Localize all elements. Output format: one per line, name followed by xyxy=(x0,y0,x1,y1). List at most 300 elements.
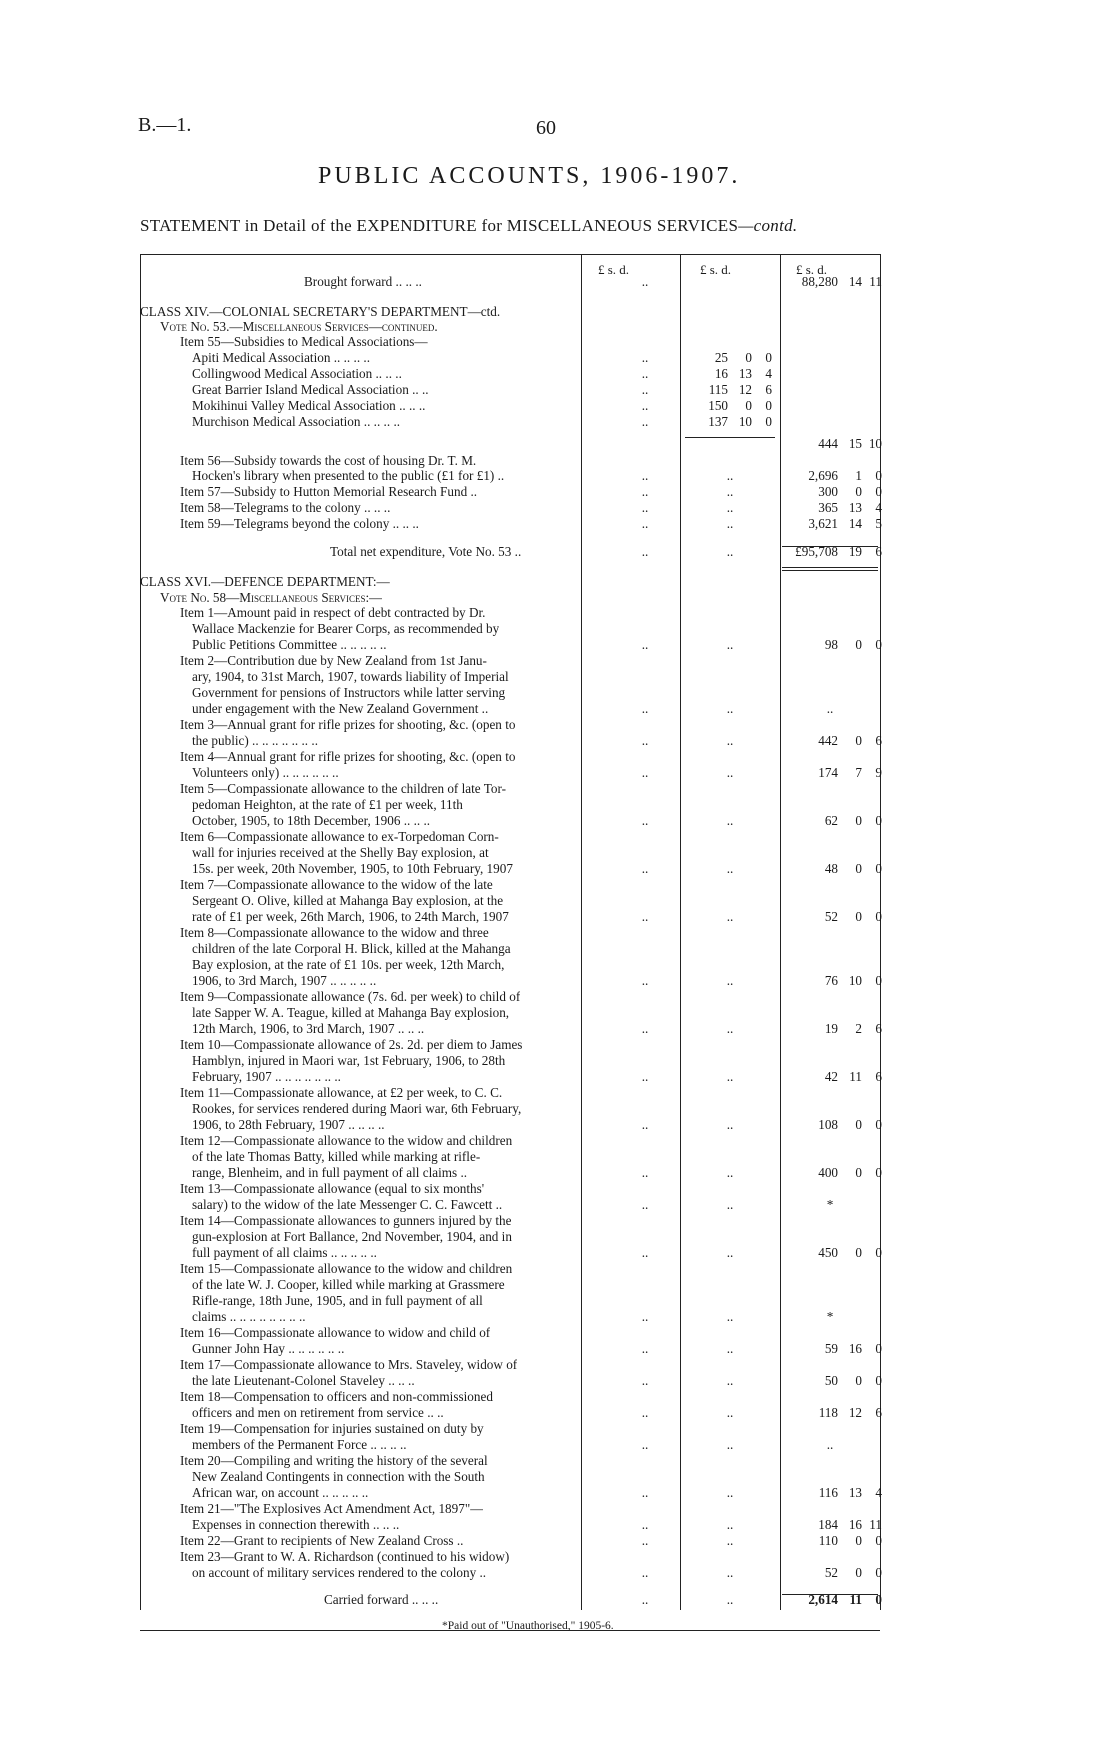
amount-col2: .. xyxy=(726,1245,734,1260)
amount-col1: .. xyxy=(641,398,649,413)
pence: 0 xyxy=(875,909,882,924)
document-reference: B.—1. xyxy=(138,114,192,136)
table-row xyxy=(140,861,980,877)
amount-col1: .. xyxy=(641,544,649,559)
table-row xyxy=(140,621,980,637)
shillings: 0 xyxy=(855,1245,862,1260)
shillings: 12 xyxy=(738,382,752,397)
table-row xyxy=(140,797,980,813)
row-description: Rookes, for services rendered during Maori war, 6th February, xyxy=(192,1101,522,1116)
statement-prefix: STATEMENT in Detail of the EXPENDITURE for MISCELLANEOUS SERVICES xyxy=(140,216,739,235)
row-description: gun-explosion at Fort Ballance, 2nd November, 1904, and in xyxy=(192,1229,512,1244)
amount-col1: .. xyxy=(641,909,649,924)
row-description: Item 14—Compassionate allowances to gunners injured by the xyxy=(180,1213,512,1228)
statement-suffix: —contd. xyxy=(738,216,798,235)
table-row xyxy=(140,1592,980,1608)
amount-col1: .. xyxy=(641,1117,649,1132)
total-rule-bottom-2 xyxy=(782,570,878,571)
amount-col1: .. xyxy=(641,765,649,780)
row-description: 12th March, 1906, to 3rd March, 1907 .. .. .. xyxy=(192,1021,425,1036)
row-description: Item 9—Compassionate allowance (7s. 6d. per week) to child of xyxy=(180,989,521,1004)
table-row xyxy=(140,781,980,797)
amount-col1: .. xyxy=(641,1069,649,1084)
amount-col2: .. xyxy=(726,1309,734,1324)
table-row xyxy=(140,468,980,484)
row-description: Item 13—Compassionate allowance (equal to six months' xyxy=(180,1181,485,1196)
row-description: CLASS XVI.—DEFENCE DEPARTMENT:— xyxy=(140,574,390,589)
pence: 0 xyxy=(875,1533,882,1548)
amount-col1: .. xyxy=(641,484,649,499)
table-row xyxy=(140,436,980,452)
pounds: 442 xyxy=(818,733,838,748)
pounds: 115 xyxy=(708,382,728,397)
pounds: 400 xyxy=(818,1165,838,1180)
table-row xyxy=(140,516,980,532)
row-description: Item 2—Contribution due by New Zealand from 1st Janu- xyxy=(180,653,487,668)
table-row xyxy=(140,925,980,941)
row-description: of the late Thomas Batty, killed while marking at rifle- xyxy=(192,1149,481,1164)
table-row xyxy=(140,544,980,560)
pounds: 137 xyxy=(708,414,728,429)
row-description: October, 1905, to 18th December, 1906 .. .. .. xyxy=(192,813,431,828)
shillings: 11 xyxy=(849,1592,862,1607)
shillings: 0 xyxy=(855,1117,862,1132)
table-row xyxy=(140,973,980,989)
shillings: 15 xyxy=(848,436,862,451)
table-row xyxy=(140,1517,980,1533)
row-description: 1906, to 3rd March, 1907 .. .. .. .. .. xyxy=(192,973,377,988)
row-description: officers and men on retirement from service .. .. xyxy=(192,1405,444,1420)
row-description: the public) .. .. .. .. .. .. .. xyxy=(192,733,318,748)
row-description: Item 59—Telegrams beyond the colony .. .. .. xyxy=(180,516,419,531)
table-row xyxy=(140,957,980,973)
amount-col1: .. xyxy=(641,1565,649,1580)
row-description: Item 10—Compassionate allowance of 2s. 2d. per diem to James xyxy=(180,1037,523,1052)
row-description: Total net expenditure, Vote No. 53 .. xyxy=(330,544,522,559)
amount-col2: .. xyxy=(726,544,734,559)
shillings: 0 xyxy=(745,350,752,365)
pence: 6 xyxy=(875,1021,882,1036)
amount-col2: .. xyxy=(726,813,734,828)
amount-col2: .. xyxy=(726,1021,734,1036)
amount-col2: .. xyxy=(726,765,734,780)
amount-col3: * xyxy=(826,1197,834,1212)
shillings: 0 xyxy=(855,1533,862,1548)
amount-col1: .. xyxy=(641,1165,649,1180)
pence: 0 xyxy=(875,1165,882,1180)
row-description: Rifle-range, 18th June, 1905, and in full payment of all xyxy=(192,1293,483,1308)
pence: 0 xyxy=(875,861,882,876)
shillings: 0 xyxy=(855,1165,862,1180)
pounds: 174 xyxy=(818,765,838,780)
pence: 6 xyxy=(875,1405,882,1420)
row-description: 15s. per week, 20th November, 1905, to 10th February, 1907 xyxy=(192,861,513,876)
pounds: 19 xyxy=(824,1021,838,1036)
pence: 4 xyxy=(875,500,882,515)
row-description: Hocken's library when presented to the public (£1 for £1) .. xyxy=(192,468,505,483)
amount-col2: .. xyxy=(726,1592,734,1607)
table-row xyxy=(140,590,980,606)
table-row xyxy=(140,1485,980,1501)
amount-col2: .. xyxy=(726,1117,734,1132)
row-description: Vote No. 53.—Miscellaneous Services—continued. xyxy=(160,319,438,334)
pounds: 444 xyxy=(818,436,838,451)
pounds: 16 xyxy=(714,366,728,381)
row-description: Brought forward .. .. .. xyxy=(304,274,422,289)
table-row xyxy=(140,1245,980,1261)
table-row xyxy=(140,1405,980,1421)
amount-col1: .. xyxy=(641,1309,649,1324)
pence: 6 xyxy=(875,544,882,559)
pence: 0 xyxy=(875,1565,882,1580)
table-row xyxy=(140,382,980,398)
table-row xyxy=(140,1117,980,1133)
row-description: Mokihinui Valley Medical Association .. .. .. xyxy=(192,398,426,413)
pence: 4 xyxy=(875,1485,882,1500)
row-description: Item 12—Compassionate allowance to the widow and children xyxy=(180,1133,513,1148)
col2-header: £ s. d. xyxy=(700,262,732,277)
col3-header: £ s. d. xyxy=(796,262,828,277)
pounds: 50 xyxy=(824,1373,838,1388)
table-row xyxy=(140,453,980,469)
amount-col1: .. xyxy=(641,1517,649,1532)
table-row xyxy=(140,605,980,621)
shillings: 12 xyxy=(848,1405,862,1420)
pence: 0 xyxy=(875,813,882,828)
row-description: Hamblyn, injured in Maori war, 1st February, 1906, to 28th xyxy=(192,1053,506,1068)
page-title: PUBLIC ACCOUNTS, 1906-1907. xyxy=(318,163,741,189)
amount-col1: .. xyxy=(641,637,649,652)
shillings: 13 xyxy=(848,500,862,515)
table-row xyxy=(140,500,980,516)
pounds: 52 xyxy=(824,909,838,924)
shillings: 14 xyxy=(848,516,862,531)
row-description: Item 20—Compiling and writing the history of the several xyxy=(180,1453,488,1468)
row-description: salary) to the widow of the late Messenger C. C. Fawcett .. xyxy=(192,1197,503,1212)
amount-col2: .. xyxy=(726,516,734,531)
amount-col1: .. xyxy=(641,1341,649,1356)
row-description: Expenses in connection therewith .. .. .. xyxy=(192,1517,400,1532)
table-row xyxy=(140,1197,980,1213)
table-row xyxy=(140,274,980,290)
row-description: Item 17—Compassionate allowance to Mrs. Staveley, widow of xyxy=(180,1357,518,1372)
pence: 0 xyxy=(875,484,882,499)
table-row xyxy=(140,749,980,765)
shillings: 13 xyxy=(848,1485,862,1500)
row-description: Item 16—Compassionate allowance to widow and child of xyxy=(180,1325,491,1340)
pounds: 116 xyxy=(818,1485,838,1500)
amount-col2: .. xyxy=(726,637,734,652)
amount-col1: .. xyxy=(641,414,649,429)
table-row xyxy=(140,765,980,781)
table-row xyxy=(140,414,980,430)
row-description: ary, 1904, to 31st March, 1907, towards liability of Imperial xyxy=(192,669,509,684)
pence: 0 xyxy=(765,398,772,413)
shillings: 0 xyxy=(855,909,862,924)
amount-col3: * xyxy=(826,1309,834,1324)
shillings: 0 xyxy=(855,733,862,748)
table-row xyxy=(140,366,980,382)
table-row xyxy=(140,319,980,335)
row-description: Item 11—Compassionate allowance, at £2 per week, to C. C. xyxy=(180,1085,503,1100)
pence: 0 xyxy=(875,1245,882,1260)
amount-col2: .. xyxy=(726,861,734,876)
pence: 0 xyxy=(875,1373,882,1388)
row-description: Item 21—"The Explosives Act Amendment Act, 1897"— xyxy=(180,1501,484,1516)
table-row xyxy=(140,1533,980,1549)
amount-col2: .. xyxy=(726,1437,734,1452)
amount-col1: .. xyxy=(641,382,649,397)
row-description: Item 58—Telegrams to the colony .. .. .. xyxy=(180,500,391,515)
amount-col1: .. xyxy=(641,1437,649,1452)
pence: 6 xyxy=(875,733,882,748)
pounds: 48 xyxy=(824,861,838,876)
row-description: Public Petitions Committee .. .. .. .. .. xyxy=(192,637,387,652)
table-row xyxy=(140,1373,980,1389)
table-row xyxy=(140,1389,980,1405)
shillings: 16 xyxy=(848,1341,862,1356)
row-description: Bay explosion, at the rate of £1 10s. per week, 12th March, xyxy=(192,957,505,972)
row-description: Government for pensions of Instructors while latter serving xyxy=(192,685,506,700)
shillings: 0 xyxy=(855,484,862,499)
row-description: Item 23—Grant to W. A. Richardson (continued to his widow) xyxy=(180,1549,510,1564)
table-row xyxy=(140,669,980,685)
amount-col1: .. xyxy=(641,701,649,716)
row-description: Apiti Medical Association .. .. .. .. xyxy=(192,350,371,365)
table-row xyxy=(140,1069,980,1085)
row-description: range, Blenheim, and in full payment of all claims .. xyxy=(192,1165,468,1180)
amount-col2: .. xyxy=(726,733,734,748)
row-description: Item 4—Annual grant for rifle prizes for shooting, &c. (open to xyxy=(180,749,516,764)
row-description: members of the Permanent Force .. .. .. .. xyxy=(192,1437,407,1452)
amount-col2: .. xyxy=(726,1373,734,1388)
table-row xyxy=(140,1165,980,1181)
row-description: Gunner John Hay .. .. .. .. .. .. xyxy=(192,1341,345,1356)
pounds: 365 xyxy=(818,500,838,515)
row-description: under engagement with the New Zealand Government .. xyxy=(192,701,489,716)
row-description: Item 55—Subsidies to Medical Associations— xyxy=(180,334,428,349)
amount-col2: .. xyxy=(726,1565,734,1580)
row-description: pedoman Heighton, at the rate of £1 per week, 11th xyxy=(192,797,463,812)
pence: 0 xyxy=(875,1117,882,1132)
amount-col2: .. xyxy=(726,701,734,716)
row-description: Murchison Medical Association .. .. .. .. xyxy=(192,414,401,429)
row-description: Collingwood Medical Association .. .. .. xyxy=(192,366,402,381)
amount-col2: .. xyxy=(726,500,734,515)
table-row xyxy=(140,637,980,653)
pounds: 2,696 xyxy=(808,468,838,483)
pence: 10 xyxy=(868,436,882,451)
pounds: 2,614 xyxy=(808,1592,838,1607)
table-row xyxy=(140,1565,980,1581)
row-description: Item 22—Grant to recipients of New Zealand Cross .. xyxy=(180,1533,464,1548)
pounds: 52 xyxy=(824,1565,838,1580)
shillings: 10 xyxy=(738,414,752,429)
amount-col1: .. xyxy=(641,1245,649,1260)
pounds: 42 xyxy=(824,1069,838,1084)
amount-col1: .. xyxy=(641,1197,649,1212)
pounds: 118 xyxy=(818,1405,838,1420)
shillings: 16 xyxy=(848,1517,862,1532)
shillings: 0 xyxy=(855,1565,862,1580)
row-description: children of the late Corporal H. Blick, killed at the Mahanga xyxy=(192,941,511,956)
shillings: 0 xyxy=(855,637,862,652)
table-row xyxy=(140,1101,980,1117)
table-row xyxy=(140,733,980,749)
table-row xyxy=(140,941,980,957)
row-description: the late Lieutenant-Colonel Staveley .. .. .. xyxy=(192,1373,415,1388)
row-description: rate of £1 per week, 26th March, 1906, to 24th March, 1907 xyxy=(192,909,509,924)
amount-col2: .. xyxy=(726,973,734,988)
row-description: February, 1907 .. .. .. .. .. .. .. xyxy=(192,1069,341,1084)
table-row xyxy=(140,1421,980,1437)
table-row xyxy=(140,1085,980,1101)
row-description: Item 19—Compensation for injuries sustained on duty by xyxy=(180,1421,484,1436)
table-row xyxy=(140,893,980,909)
pence: 9 xyxy=(875,765,882,780)
amount-col1: .. xyxy=(641,274,649,289)
amount-col1: .. xyxy=(641,861,649,876)
table-row xyxy=(140,909,980,925)
table-row xyxy=(140,1453,980,1469)
shillings: 2 xyxy=(855,1021,862,1036)
pence: 6 xyxy=(765,382,772,397)
amount-col2: .. xyxy=(726,909,734,924)
col1-header: £ s. d. xyxy=(598,262,630,277)
row-description: Vote No. 58—Miscellaneous Services:— xyxy=(160,590,383,605)
table-row xyxy=(140,1469,980,1485)
pence: 0 xyxy=(875,1592,882,1607)
amount-col2: .. xyxy=(726,1405,734,1420)
amount-col1: .. xyxy=(641,468,649,483)
amount-col1: .. xyxy=(641,733,649,748)
table-row xyxy=(140,1229,980,1245)
table-row xyxy=(140,701,980,717)
amount-col2: .. xyxy=(726,468,734,483)
row-description: Sergeant O. Olive, killed at Mahanga Bay explosion, at the xyxy=(192,893,504,908)
shillings: 7 xyxy=(855,765,862,780)
table-row xyxy=(140,1277,980,1293)
pence: 11 xyxy=(869,1517,882,1532)
amount-col1: .. xyxy=(641,813,649,828)
table-row xyxy=(140,1021,980,1037)
pounds: 184 xyxy=(818,1517,838,1532)
shillings: 14 xyxy=(848,274,862,289)
row-description: on account of military services rendered to the colony .. xyxy=(192,1565,487,1580)
table-row xyxy=(140,1309,980,1325)
pence: 0 xyxy=(875,637,882,652)
pence: 0 xyxy=(875,468,882,483)
row-description: full payment of all claims .. .. .. .. .. xyxy=(192,1245,377,1260)
shillings: 10 xyxy=(848,973,862,988)
table-row xyxy=(140,813,980,829)
amount-col2: .. xyxy=(726,1069,734,1084)
amount-col2: .. xyxy=(726,484,734,499)
table-row xyxy=(140,1149,980,1165)
amount-col1: .. xyxy=(641,973,649,988)
row-description: Item 1—Amount paid in respect of debt contracted by Dr. xyxy=(180,605,486,620)
page-number: 60 xyxy=(536,117,556,139)
table-row xyxy=(140,717,980,733)
row-description: Item 5—Compassionate allowance to the children of late Tor- xyxy=(180,781,506,796)
pounds: 150 xyxy=(708,398,728,413)
row-description: Item 18—Compensation to officers and non-commissioned xyxy=(180,1389,493,1404)
total-rule-bottom xyxy=(782,567,878,568)
table-row xyxy=(140,1181,980,1197)
table-row xyxy=(140,1037,980,1053)
table-row xyxy=(140,1213,980,1229)
row-description: Item 7—Compassionate allowance to the widow of the late xyxy=(180,877,493,892)
table-row xyxy=(140,1133,980,1149)
row-description: Item 15—Compassionate allowance to the widow and children xyxy=(180,1261,513,1276)
row-description: 1906, to 28th February, 1907 .. .. .. .. xyxy=(192,1117,385,1132)
pounds: 59 xyxy=(824,1341,838,1356)
amount-col2: .. xyxy=(726,1165,734,1180)
row-description: wall for injuries received at the Shelly Bay explosion, at xyxy=(192,845,489,860)
table-row xyxy=(140,1357,980,1373)
pounds: 450 xyxy=(818,1245,838,1260)
amount-col1: .. xyxy=(641,1485,649,1500)
amount-col1: .. xyxy=(641,500,649,515)
table-row xyxy=(140,877,980,893)
shillings: 1 xyxy=(855,468,862,483)
table-row xyxy=(140,1053,980,1069)
table-row xyxy=(140,1501,980,1517)
table-row xyxy=(140,845,980,861)
row-description: African war, on account .. .. .. .. .. xyxy=(192,1485,369,1500)
footnote: *Paid out of "Unauthorised," 1905-6. xyxy=(442,1620,614,1632)
pounds: 3,621 xyxy=(808,516,838,531)
shillings: 0 xyxy=(855,861,862,876)
row-description: Carried forward .. .. .. xyxy=(324,1592,439,1607)
table-row xyxy=(140,574,980,590)
pounds: 300 xyxy=(818,484,838,499)
shillings: 13 xyxy=(738,366,752,381)
row-description: Item 57—Subsidy to Hutton Memorial Research Fund .. xyxy=(180,484,478,499)
amount-col2: .. xyxy=(726,1197,734,1212)
row-description: Item 6—Compassionate allowance to ex-Torpedoman Corn- xyxy=(180,829,499,844)
amount-col2: .. xyxy=(726,1341,734,1356)
table-row xyxy=(140,350,980,366)
table-top-rule xyxy=(140,254,880,255)
row-description: Item 56—Subsidy towards the cost of housing Dr. T. M. xyxy=(180,453,477,468)
row-description: CLASS XIV.—COLONIAL SECRETARY'S DEPARTMENT—ctd. xyxy=(140,304,501,319)
table-row xyxy=(140,334,980,350)
amount-col1: .. xyxy=(641,1533,649,1548)
pounds: 98 xyxy=(824,637,838,652)
pence: 6 xyxy=(875,1069,882,1084)
shillings: 0 xyxy=(745,398,752,413)
amount-col1: .. xyxy=(641,1405,649,1420)
amount-col1: .. xyxy=(641,350,649,365)
table-row xyxy=(140,829,980,845)
pence: 0 xyxy=(875,973,882,988)
amount-col2: .. xyxy=(726,1517,734,1532)
pounds: £95,708 xyxy=(795,544,838,559)
amount-col2: .. xyxy=(726,1533,734,1548)
amount-col1: .. xyxy=(641,1592,649,1607)
table-row xyxy=(140,1293,980,1309)
table-row xyxy=(140,484,980,500)
table-row xyxy=(140,304,980,320)
amount-col3: .. xyxy=(826,701,834,716)
table-row xyxy=(140,653,980,669)
table-row xyxy=(140,1549,980,1565)
table-row xyxy=(140,1341,980,1357)
row-description: Item 3—Annual grant for rifle prizes for shooting, &c. (open to xyxy=(180,717,516,732)
row-description: Great Barrier Island Medical Association .. .. xyxy=(192,382,429,397)
table-row xyxy=(140,1437,980,1453)
